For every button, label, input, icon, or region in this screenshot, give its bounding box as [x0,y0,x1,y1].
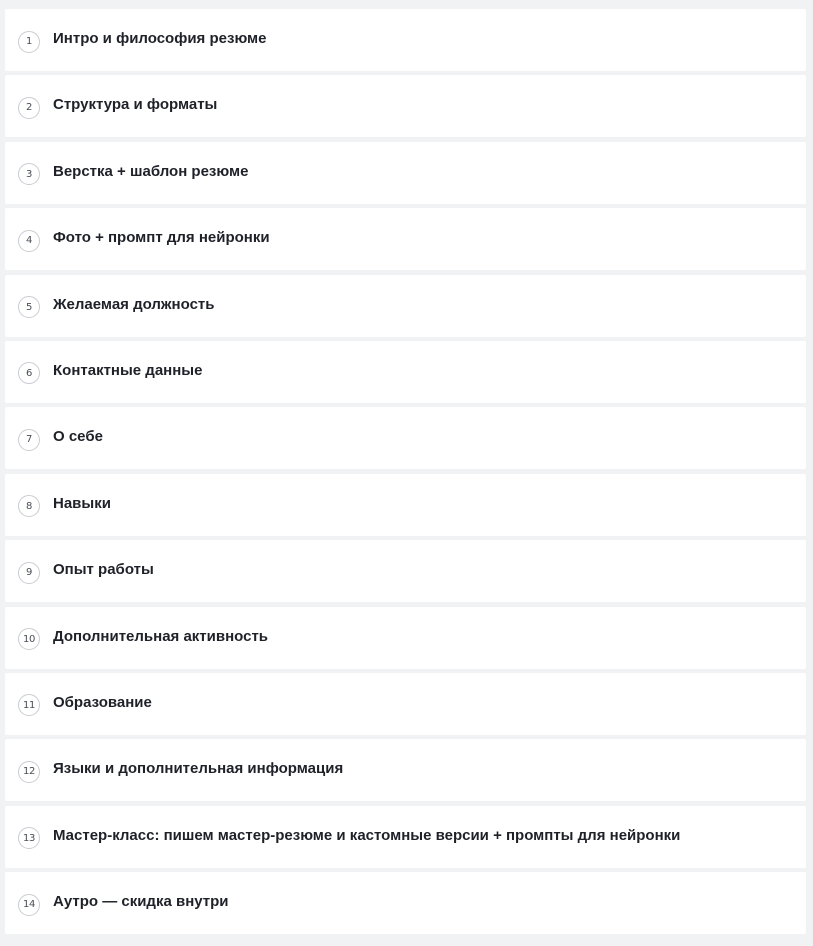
lesson-item-4[interactable] [5,208,806,270]
lesson-number-badge: 9 [18,562,40,584]
lesson-item-14[interactable] [5,872,806,934]
lesson-number-badge: 13 [18,827,40,849]
lesson-title: Опыт работы [53,561,154,579]
lesson-item-12[interactable] [5,739,806,801]
lesson-number-badge: 7 [18,429,40,451]
lesson-number-badge: 2 [18,97,40,119]
lesson-title: Навыки [53,494,111,512]
lesson-number-badge: 8 [18,495,40,517]
lesson-item-6[interactable] [5,341,806,403]
lesson-title: Верстка + шаблон резюме [53,162,249,180]
lesson-item-2[interactable] [5,75,806,137]
lesson-item-1[interactable] [5,9,806,71]
lesson-number-badge: 5 [18,296,40,318]
lesson-item-10[interactable] [5,607,806,669]
lesson-title: Контактные данные [53,361,203,379]
lesson-list [5,9,806,938]
lesson-title: Структура и форматы [53,96,218,114]
lesson-item-5[interactable] [5,275,806,337]
lesson-title: Образование [53,693,152,711]
lesson-item-3[interactable] [5,142,806,204]
lesson-title: Интро и философия резюме [53,30,267,47]
lesson-item-13[interactable] [5,806,806,868]
lesson-number-badge: 14 [18,894,40,916]
lesson-number-badge: 6 [18,362,40,384]
lesson-title: Желаемая должность [53,295,215,313]
lesson-title: Мастер-класс: пишем мастер-резюме и кастомные версии + промпты для нейронки [53,826,681,844]
lesson-item-9[interactable] [5,540,806,602]
lesson-number-badge: 11 [18,694,40,716]
lesson-item-7[interactable] [5,407,806,469]
lesson-number-badge: 1 [18,31,40,53]
lesson-title: Дополнительная активность [53,627,269,645]
lesson-item-11[interactable] [5,673,806,735]
lesson-number-badge: 12 [18,761,40,783]
lesson-title: Языки и дополнительная информация [53,760,344,778]
lesson-item-8[interactable] [5,474,806,536]
lesson-number-badge: 3 [18,163,40,185]
lesson-title: О себе [53,428,103,446]
lesson-title: Аутро — скидка внутри [53,893,229,911]
lesson-number-badge: 4 [18,230,40,252]
lesson-title: Фото + промпт для нейронки [53,229,270,247]
lesson-number-badge: 10 [18,628,40,650]
